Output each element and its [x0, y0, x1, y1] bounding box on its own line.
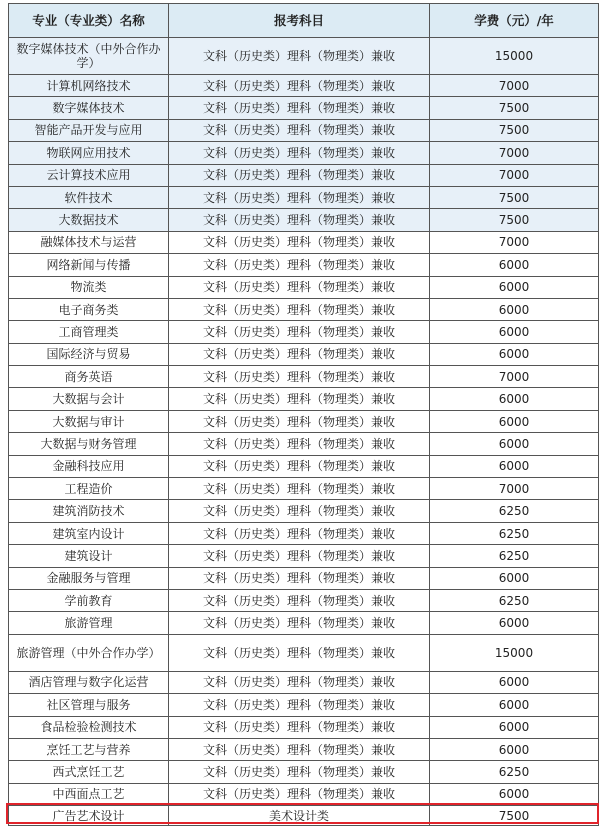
- header-row: [9, 4, 599, 38]
- table-body: [9, 38, 599, 826]
- subject-cell: 文科（历史类）理科（物理类）兼收: [169, 478, 430, 500]
- major-cell: 融媒体技术与运营: [9, 231, 169, 253]
- fee-cell: 6250: [430, 545, 599, 567]
- table-row: [9, 321, 599, 343]
- table-row: [9, 589, 599, 611]
- table-row: [9, 433, 599, 455]
- major-cell: 商务英语: [9, 366, 169, 388]
- table-row: [9, 545, 599, 567]
- major-cell: 数字媒体技术: [9, 97, 169, 119]
- table-row: [9, 209, 599, 231]
- table-row: [9, 500, 599, 522]
- table-row: [9, 343, 599, 365]
- major-cell: 学前教育: [9, 589, 169, 611]
- table-row: [9, 276, 599, 298]
- fee-cell: 15000: [430, 634, 599, 671]
- major-cell: 金融服务与管理: [9, 567, 169, 589]
- fee-cell: 6000: [430, 254, 599, 276]
- fee-cell: 6000: [430, 433, 599, 455]
- major-cell: 工程造价: [9, 478, 169, 500]
- subject-cell: 文科（历史类）理科（物理类）兼收: [169, 783, 430, 805]
- major-cell: 建筑设计: [9, 545, 169, 567]
- subject-cell: 文科（历史类）理科（物理类）兼收: [169, 500, 430, 522]
- major-cell: 旅游管理: [9, 612, 169, 634]
- fee-cell: 7500: [430, 209, 599, 231]
- table-row: [9, 634, 599, 671]
- table-header: [9, 4, 599, 38]
- subject-cell: 文科（历史类）理科（物理类）兼收: [169, 254, 430, 276]
- fee-cell: 6000: [430, 321, 599, 343]
- subject-cell: 文科（历史类）理科（物理类）兼收: [169, 716, 430, 738]
- subject-cell: 文科（历史类）理科（物理类）兼收: [169, 388, 430, 410]
- table-row: [9, 783, 599, 805]
- major-cell: 广告艺术设计: [9, 806, 169, 826]
- fee-cell: 15000: [430, 38, 599, 75]
- fee-cell: 7000: [430, 75, 599, 97]
- subject-cell: 文科（历史类）理科（物理类）兼收: [169, 694, 430, 716]
- table-row: [9, 164, 599, 186]
- fee-cell: 7500: [430, 119, 599, 141]
- major-cell: 社区管理与服务: [9, 694, 169, 716]
- subject-cell: 文科（历史类）理科（物理类）兼收: [169, 522, 430, 544]
- table-row: [9, 522, 599, 544]
- fee-cell: 6250: [430, 522, 599, 544]
- major-cell: 工商管理类: [9, 321, 169, 343]
- fee-cell: 6000: [430, 455, 599, 477]
- table-row: [9, 716, 599, 738]
- subject-cell: 文科（历史类）理科（物理类）兼收: [169, 38, 430, 75]
- subject-cell: 文科（历史类）理科（物理类）兼收: [169, 455, 430, 477]
- fee-cell: 6000: [430, 612, 599, 634]
- major-cell: 旅游管理（中外合作办学）: [9, 634, 169, 671]
- fee-cell: 7000: [430, 231, 599, 253]
- subject-cell: 文科（历史类）理科（物理类）兼收: [169, 671, 430, 693]
- table-row: [9, 366, 599, 388]
- major-cell: 国际经济与贸易: [9, 343, 169, 365]
- major-cell: 电子商务类: [9, 298, 169, 320]
- subject-cell: 文科（历史类）理科（物理类）兼收: [169, 433, 430, 455]
- subject-cell: 文科（历史类）理科（物理类）兼收: [169, 276, 430, 298]
- header-major: 专业（专业类）名称: [9, 4, 169, 38]
- subject-cell: 文科（历史类）理科（物理类）兼收: [169, 186, 430, 208]
- fee-cell: 7500: [430, 186, 599, 208]
- fee-cell: 7000: [430, 142, 599, 164]
- table-row: [9, 231, 599, 253]
- table-row: [9, 254, 599, 276]
- fee-cell: 6000: [430, 783, 599, 805]
- fee-cell: 6000: [430, 671, 599, 693]
- table-row: [9, 567, 599, 589]
- table-row: [9, 612, 599, 634]
- table-row: [9, 38, 599, 75]
- subject-cell: 文科（历史类）理科（物理类）兼收: [169, 343, 430, 365]
- fee-cell: 6000: [430, 298, 599, 320]
- table-row: [9, 694, 599, 716]
- subject-cell: 文科（历史类）理科（物理类）兼收: [169, 366, 430, 388]
- major-cell: 烹饪工艺与营养: [9, 738, 169, 760]
- table-row: [9, 298, 599, 320]
- table-row: [9, 186, 599, 208]
- subject-cell: 文科（历史类）理科（物理类）兼收: [169, 298, 430, 320]
- table-row: [9, 142, 599, 164]
- fee-cell: 6000: [430, 276, 599, 298]
- table-row: [9, 761, 599, 783]
- subject-cell: 文科（历史类）理科（物理类）兼收: [169, 612, 430, 634]
- major-cell: 智能产品开发与应用: [9, 119, 169, 141]
- major-cell: 软件技术: [9, 186, 169, 208]
- fee-cell: 6250: [430, 589, 599, 611]
- major-cell: 大数据技术: [9, 209, 169, 231]
- fee-cell: 6000: [430, 388, 599, 410]
- header-subject: 报考科目: [169, 4, 430, 38]
- subject-cell: 文科（历史类）理科（物理类）兼收: [169, 410, 430, 432]
- subject-cell: 文科（历史类）理科（物理类）兼收: [169, 545, 430, 567]
- fee-cell: 6000: [430, 738, 599, 760]
- fee-cell: 6250: [430, 761, 599, 783]
- subject-cell: 文科（历史类）理科（物理类）兼收: [169, 209, 430, 231]
- subject-cell: 文科（历史类）理科（物理类）兼收: [169, 75, 430, 97]
- table-row: [9, 455, 599, 477]
- subject-cell: 文科（历史类）理科（物理类）兼收: [169, 738, 430, 760]
- subject-cell: 文科（历史类）理科（物理类）兼收: [169, 634, 430, 671]
- fee-cell: 7000: [430, 366, 599, 388]
- table-row: [9, 97, 599, 119]
- subject-cell: 文科（历史类）理科（物理类）兼收: [169, 321, 430, 343]
- major-cell: 网络新闻与传播: [9, 254, 169, 276]
- major-cell: 物流类: [9, 276, 169, 298]
- subject-cell: 文科（历史类）理科（物理类）兼收: [169, 761, 430, 783]
- table-row: [9, 738, 599, 760]
- subject-cell: 文科（历史类）理科（物理类）兼收: [169, 231, 430, 253]
- fee-cell: 6250: [430, 500, 599, 522]
- table-row: [9, 478, 599, 500]
- header-fee: 学费（元）/年: [430, 4, 599, 38]
- table-row: [9, 671, 599, 693]
- subject-cell: 文科（历史类）理科（物理类）兼收: [169, 97, 430, 119]
- fee-cell: 7500: [430, 97, 599, 119]
- table-row: [9, 388, 599, 410]
- major-cell: 金融科技应用: [9, 455, 169, 477]
- fee-cell: 6000: [430, 694, 599, 716]
- fee-cell: 7000: [430, 164, 599, 186]
- fee-cell: 6000: [430, 716, 599, 738]
- major-cell: 计算机网络技术: [9, 75, 169, 97]
- major-cell: 物联网应用技术: [9, 142, 169, 164]
- major-cell: 建筑室内设计: [9, 522, 169, 544]
- major-cell: 大数据与财务管理: [9, 433, 169, 455]
- major-cell: 建筑消防技术: [9, 500, 169, 522]
- major-cell: 酒店管理与数字化运营: [9, 671, 169, 693]
- subject-cell: 文科（历史类）理科（物理类）兼收: [169, 119, 430, 141]
- subject-cell: 文科（历史类）理科（物理类）兼收: [169, 589, 430, 611]
- table-row: [9, 119, 599, 141]
- fee-cell: 6000: [430, 410, 599, 432]
- major-cell: 数字媒体技术（中外合作办学）: [9, 38, 169, 75]
- subject-cell: 文科（历史类）理科（物理类）兼收: [169, 567, 430, 589]
- major-cell: 云计算技术应用: [9, 164, 169, 186]
- fee-cell: 6000: [430, 567, 599, 589]
- major-cell: 西式烹饪工艺: [9, 761, 169, 783]
- tuition-table: [8, 3, 599, 826]
- fee-cell: 7000: [430, 478, 599, 500]
- subject-cell: 文科（历史类）理科（物理类）兼收: [169, 164, 430, 186]
- major-cell: 食品检验检测技术: [9, 716, 169, 738]
- fee-cell: 7500: [430, 806, 599, 826]
- fee-cell: 6000: [430, 343, 599, 365]
- major-cell: 中西面点工艺: [9, 783, 169, 805]
- major-cell: 大数据与会计: [9, 388, 169, 410]
- table-row: [9, 75, 599, 97]
- subject-cell: 美术设计类: [169, 806, 430, 826]
- major-cell: 大数据与审计: [9, 410, 169, 432]
- table-row: [9, 806, 599, 826]
- table-row: [9, 410, 599, 432]
- subject-cell: 文科（历史类）理科（物理类）兼收: [169, 142, 430, 164]
